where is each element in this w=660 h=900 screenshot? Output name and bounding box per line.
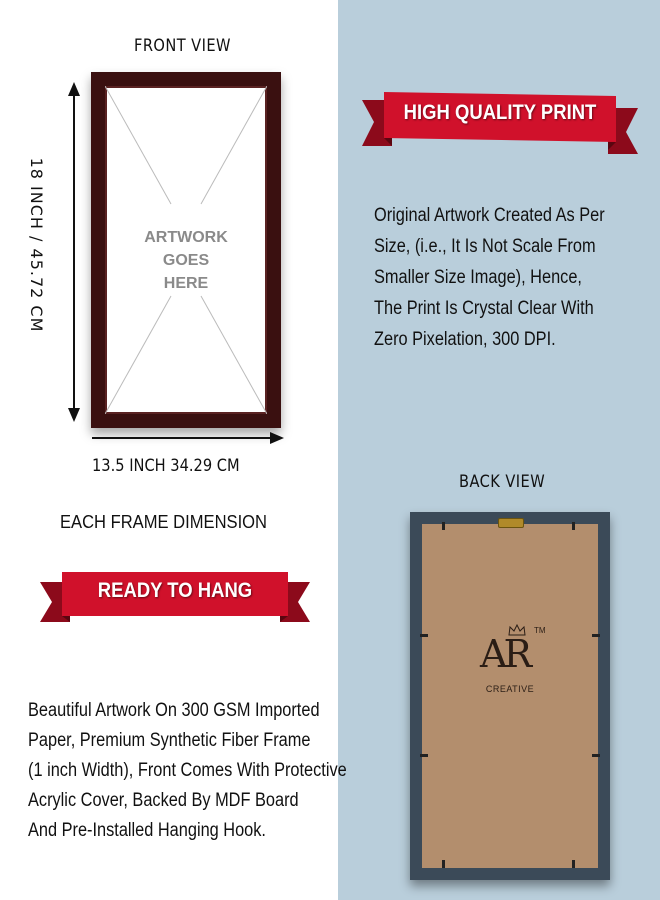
height-arrow-icon [62,82,86,422]
artwork-line: ARTWORK [144,229,228,246]
description-line: The Print Is Crystal Clear With [374,298,594,319]
ready-to-hang-badge [40,560,310,626]
artwork-placeholder-text [105,226,267,295]
print-description [374,200,658,355]
description-line: (1 inch Width), Front Comes With Protective [28,760,347,781]
hanging-hook-icon [498,518,524,528]
retaining-tab-icon [592,754,600,757]
retaining-tab-icon [420,634,428,637]
high-quality-print-label: HIGH QUALITY PRINT [403,101,597,124]
high-quality-print-badge [362,82,638,154]
back-view-heading: BACK VIEW [459,472,546,492]
retaining-tab-icon [572,522,575,530]
mdf-board [422,524,598,868]
description-line: Original Artwork Created As Per [374,205,605,226]
brand-logo-letters: AR [480,632,529,676]
dimension-caption: EACH FRAME DIMENSION [60,512,268,532]
retaining-tab-icon [572,860,575,868]
description-line: Paper, Premium Synthetic Fiber Frame [28,730,311,751]
width-arrow-icon [88,428,284,448]
description-line: Beautiful Artwork On 300 GSM Imported [28,700,320,721]
description-line: Zero Pixelation, 300 DPI. [374,329,556,350]
ready-to-hang-label: READY TO HANG [97,579,253,602]
retaining-tab-icon [442,522,445,530]
artwork-line: HERE [163,275,209,292]
back-frame-image [410,512,610,880]
retaining-tab-icon [442,860,445,868]
description-line: Acrylic Cover, Backed By MDF Board [28,790,299,811]
retaining-tab-icon [592,634,600,637]
description-line: And Pre-Installed Hanging Hook. [28,820,266,841]
front-view-heading: FRONT VIEW [134,36,231,56]
front-frame-image [91,72,281,428]
retaining-tab-icon [420,754,428,757]
height-dimension-label: 18 INCH / 45.72 CM [27,157,46,333]
width-dimension-label: 13.5 INCH 34.29 CM [92,456,240,476]
brand-logo-word: CREATIVE [485,684,535,694]
artwork-line: GOES [162,252,210,269]
hang-description [28,696,389,846]
description-line: Size, (i.e., It Is Not Scale From [374,236,596,257]
description-line: Smaller Size Image), Hence, [374,267,582,288]
trademark-mark: TM [534,626,546,635]
